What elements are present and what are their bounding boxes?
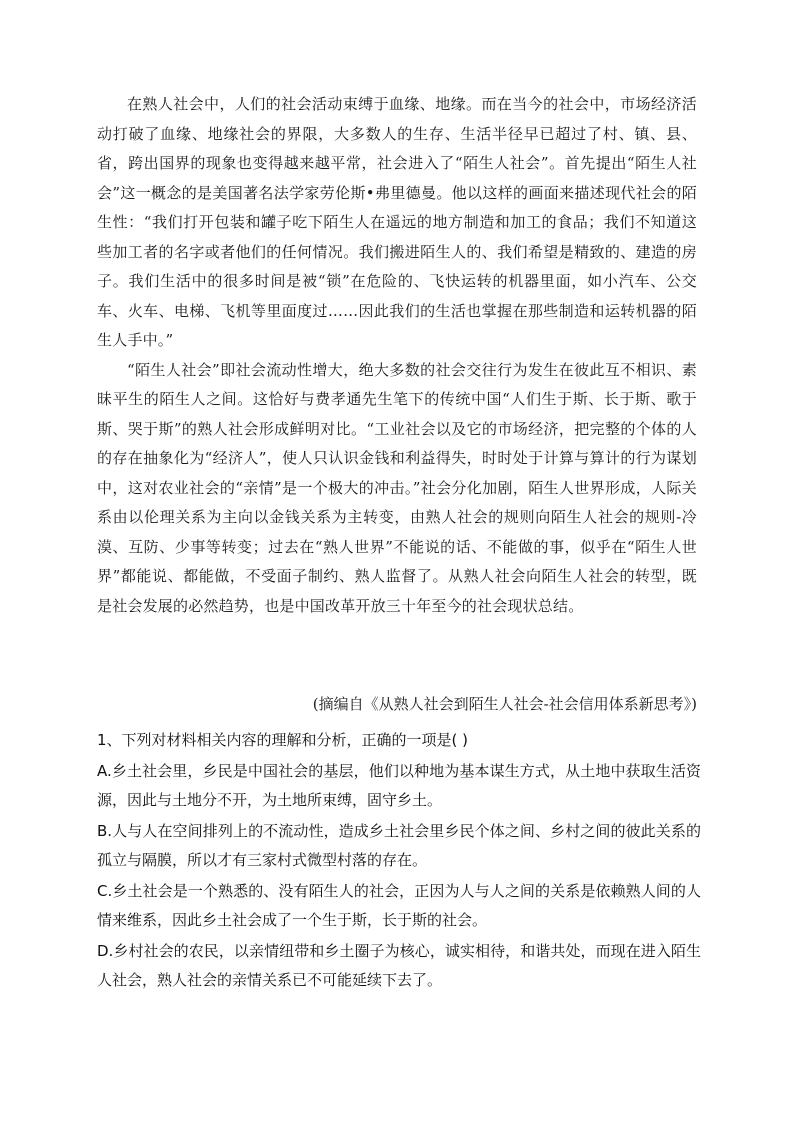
question-block: [97, 726, 701, 995]
question-stem: 1、下列对材料相关内容的理解和分析，正确的一项是( ): [97, 731, 469, 749]
passage-paragraph-2: “陌生人社会”即社会流动性增大，绝大多数的社会交往行为发生在彼此互不相识、素昧平生的陌生人之间。这恰好与费孝通先生笔下的传统中国“人们生于斯、长于斯、歌于斯、哭于斯”的熟人社会形成鲜明对比。“工业社会以及它的市场经济，把完整的个体的人的存在抽象化为“经济人”，使人只认识金钱和利益得失，时时处于计算与算计的行为谋划中，这对农业社会的“亲情”是一个极大的冲击。”社会分化加剧，陌生人世界形成，人际关系由以伦理关系为主向以金钱关系为主转变，由熟人社会的规则向陌生人社会的规则-冷漠、互防、少事等转变；过去在“熟人世界”不能说的话、不能做的事，似乎在“陌生人世界”都能说、都能做，不受面子制约、熟人监督了。从熟人社会向陌生人社会的转型，既是社会发展的必然趋势，也是中国改革开放三十年至今的社会现状总结。: [97, 360, 697, 615]
option-d: D.乡村社会的农民，以亲情纽带和乡土圈子为核心，诚实相待，和谐共处，而现在进入陌生人社会，熟人社会的亲情关系已不可能延续下去了。: [97, 942, 701, 989]
passage-source: (摘编自《从熟人社会到陌生人社会-社会信用体系新思考》): [312, 695, 697, 713]
option-c: C.乡土社会是一个熟悉的、没有陌生人的社会，正因为人与人之间的关系是依赖熟人间的人情来维系，因此乡土社会成了一个生于斯，长于斯的社会。: [97, 882, 701, 929]
option-b: B.人与人在空间排列上的不流动性，造成乡土社会里乡民个体之间、乡村之间的彼此关系的孤立与隔膜，所以才有三家村式微型村落的存在。: [97, 822, 701, 869]
reading-passage: [97, 90, 697, 621]
option-a: A.乡土社会里，乡民是中国社会的基层，他们以种地为基本谋生方式，从土地中获取生活资源，因此与土地分不开，为土地所束缚，固守乡土。: [97, 762, 701, 809]
passage-paragraph-1: 在熟人社会中，人们的社会活动束缚于血缘、地缘。而在当今的社会中，市场经济活动打破了血缘、地缘社会的界限，大多数人的生存、生活半径早已超过了村、镇、县、省，跨出国界的现象也变得越来越平常，社会进入了“陌生人社会”。首先提出“陌生人社会”这一概念的是美国著名法学家劳伦斯•弗里德曼。他以这样的画面来描述现代社会的陌生性：“我们打开包装和罐子吃下陌生人在遥远的地方制造和加工的食品；我们不知道这些加工者的名字或者他们的任何情况。我们搬进陌生人的、我们希望是精致的、建造的房子。我们生活中的很多时间是被“锁”在危险的、飞快运转的机器里面，如小汽车、公交车、火车、电梯、飞机等里面度过……因此我们的生活也掌握在那些制造和运转机器的陌生人手中。”: [97, 95, 697, 349]
